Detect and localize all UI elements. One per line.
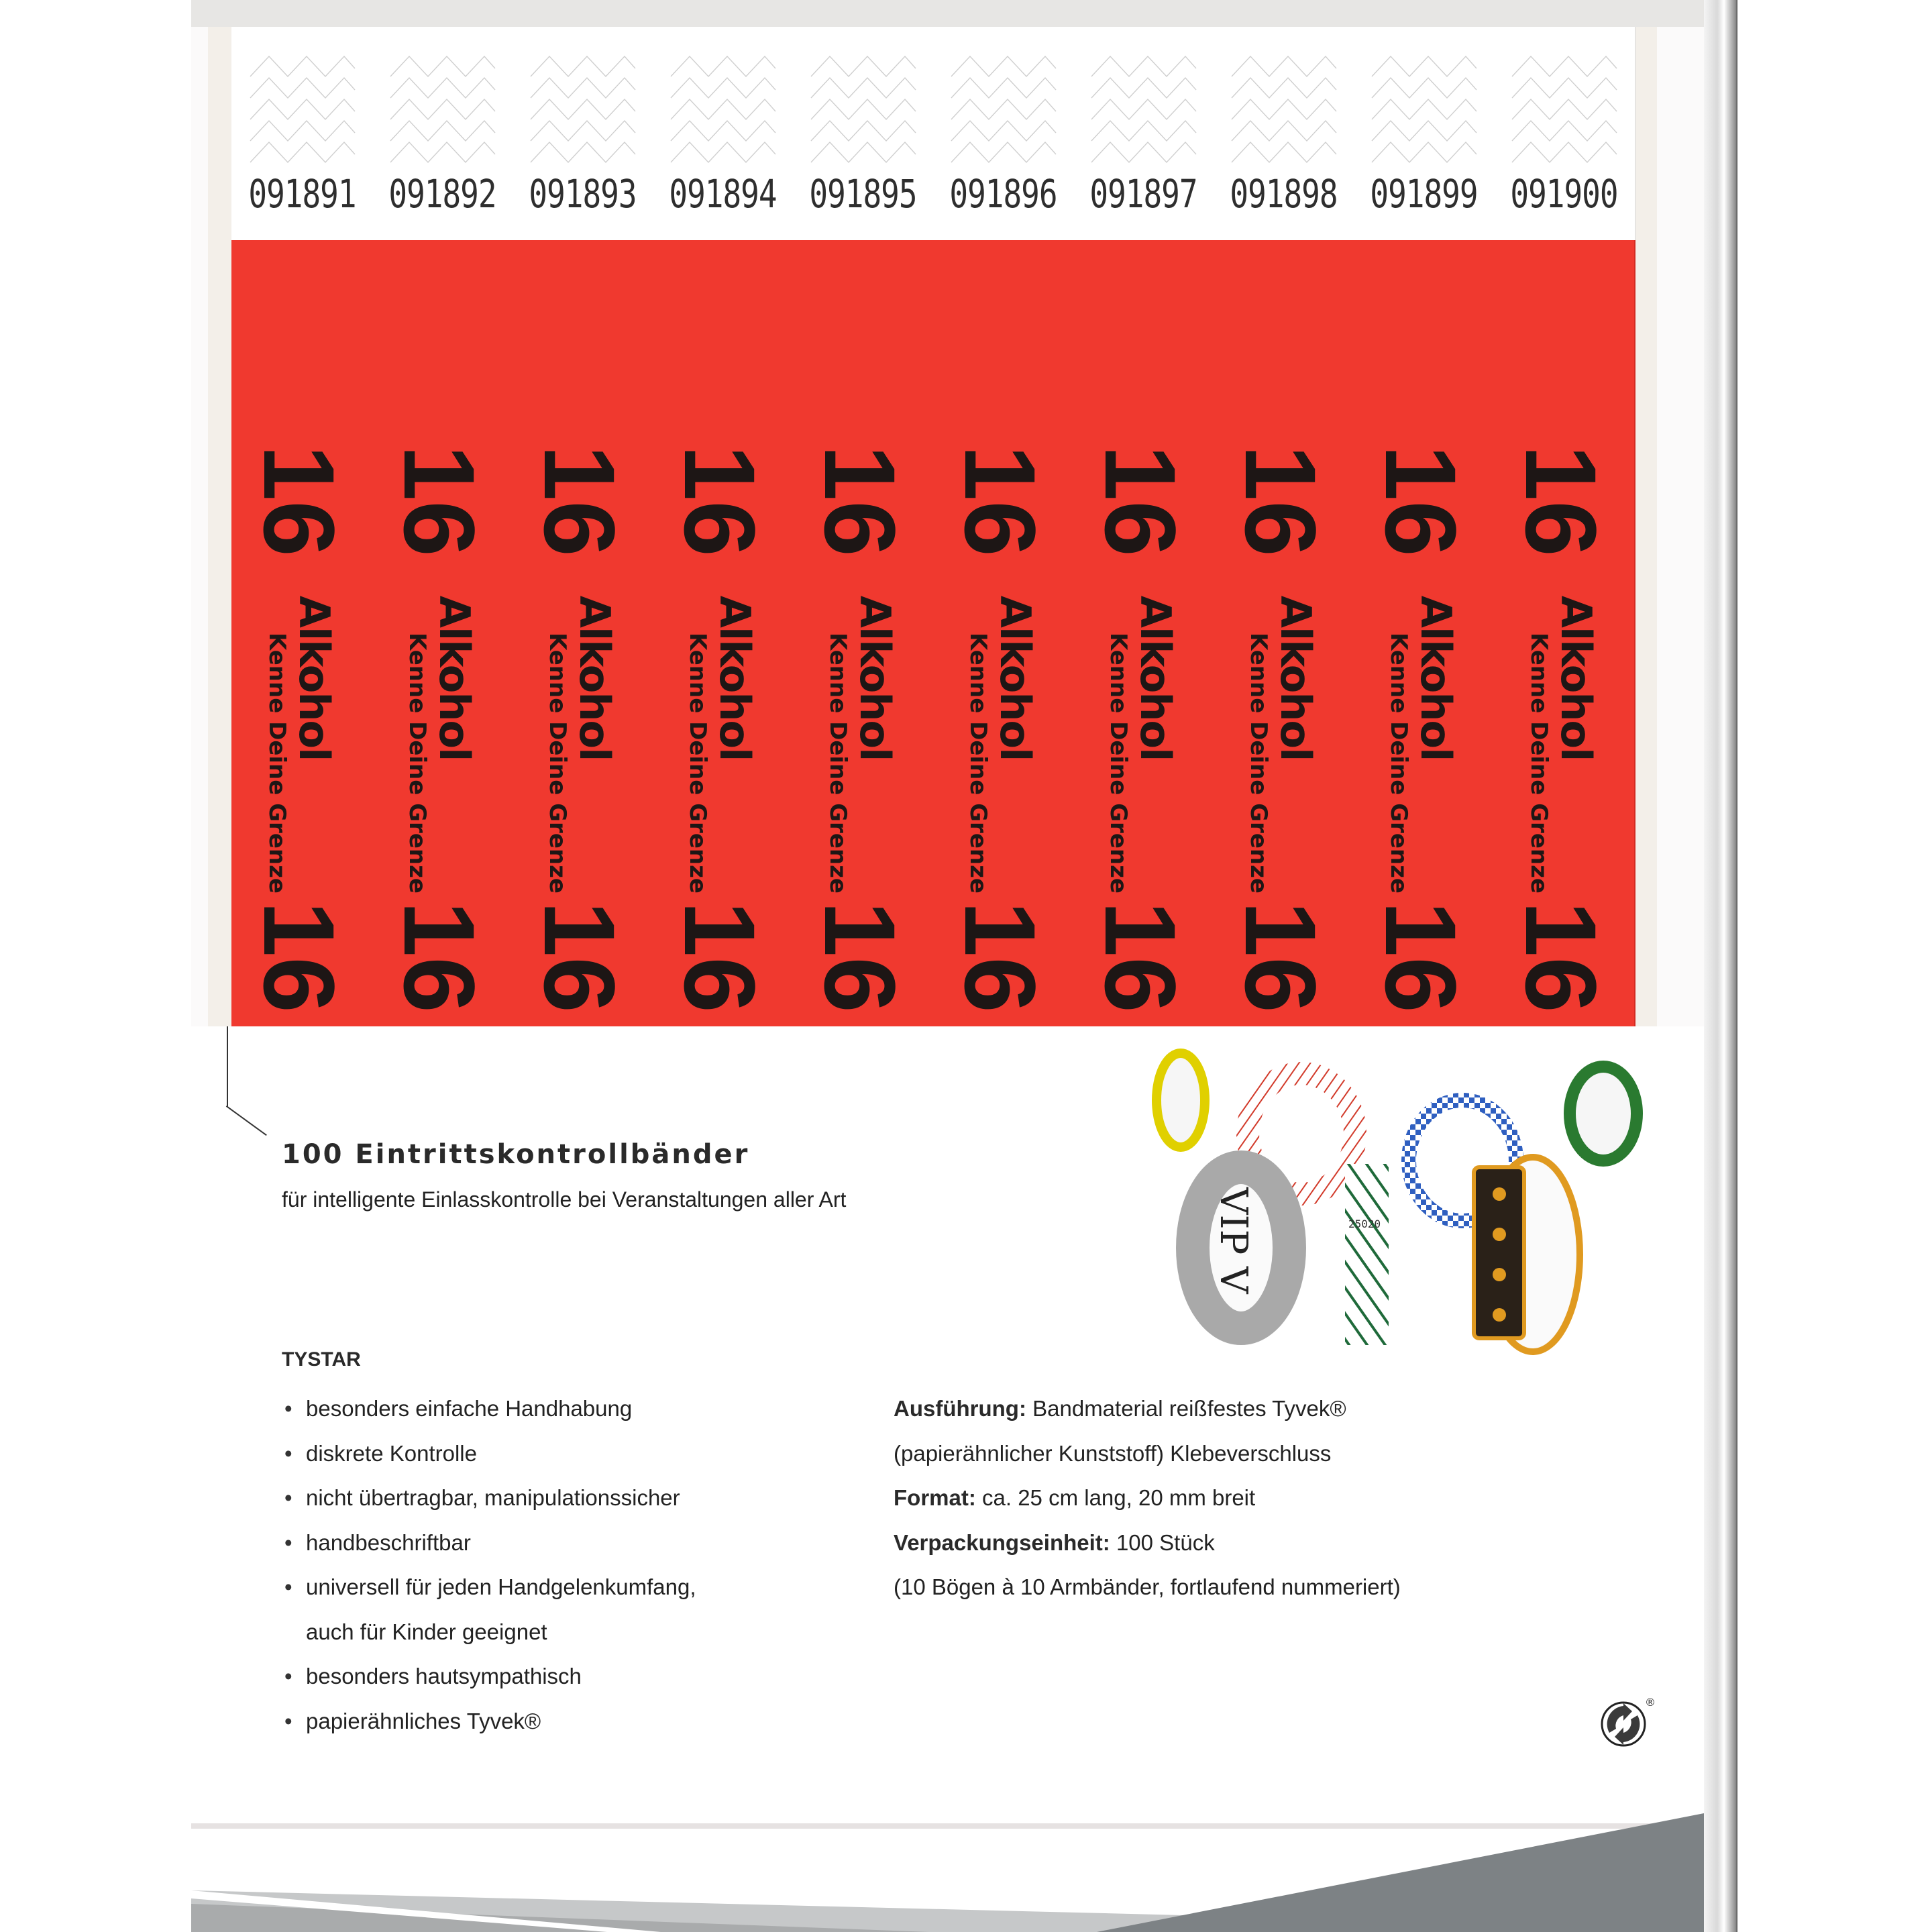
alcohol-label: Alkohol	[851, 596, 900, 761]
spec-list	[894, 1387, 1401, 1610]
product-title: 100 Eintrittskontrollbänder	[282, 1139, 750, 1170]
wristband	[231, 27, 374, 1026]
wristband-body	[652, 240, 794, 1026]
security-pattern-icon	[246, 50, 359, 168]
security-pattern-icon	[386, 50, 499, 168]
security-pattern-icon	[947, 50, 1060, 168]
feature-item: • besonders einfache Handhabung	[282, 1387, 696, 1432]
feature-list	[282, 1387, 696, 1788]
leader-line	[227, 1026, 228, 1107]
spec-execution-cont: (papierähnlicher Kunststoff) Klebeverschluss	[894, 1440, 1332, 1466]
wristband-tab	[231, 27, 374, 240]
feature-item: • handbeschriftbar	[282, 1521, 696, 1566]
age-label-top: 16	[804, 445, 916, 557]
serial-number: 091894	[669, 171, 777, 217]
wristband-tab	[1213, 27, 1355, 240]
security-pattern-icon	[807, 50, 920, 168]
feature-item: • diskrete Kontrolle	[282, 1432, 696, 1477]
serial-number: 091899	[1370, 171, 1478, 217]
age-label-top: 16	[1505, 445, 1617, 557]
wristband-tab	[1353, 27, 1495, 240]
feature-item: • universell für jeden Handgelenkumfang,	[282, 1565, 696, 1610]
security-pattern-icon	[1228, 50, 1340, 168]
wristband	[1493, 27, 1635, 1026]
age-label-bottom: 16	[1224, 901, 1337, 1013]
wristband-tab	[512, 27, 654, 240]
slogan-label: Kenne Deine Grenze	[824, 633, 851, 894]
alcohol-label: Alkohol	[1271, 596, 1320, 761]
slogan-label: Kenne Deine Grenze	[1245, 633, 1272, 894]
wristband-body	[932, 240, 1075, 1026]
security-pattern-icon	[1087, 50, 1200, 168]
wristband-tab	[652, 27, 794, 240]
age-label-top: 16	[1364, 445, 1477, 557]
alcohol-label: Alkohol	[570, 596, 619, 761]
svg-text:VIP V: VIP V	[1212, 1187, 1255, 1294]
package-bottom-graphic	[191, 1750, 1704, 1932]
wristband	[792, 27, 934, 1026]
age-label-bottom: 16	[1084, 901, 1197, 1013]
spec-unit-cont: (10 Bögen à 10 Armbänder, fortlaufend nummeriert)	[894, 1574, 1401, 1599]
age-label-bottom: 16	[523, 901, 636, 1013]
series-heading: TYSTAR	[282, 1348, 361, 1371]
bullet-icon: •	[284, 1664, 292, 1688]
wristband	[1213, 27, 1355, 1026]
wristband-tab	[1493, 27, 1635, 240]
wristband	[1073, 27, 1215, 1026]
age-label-bottom: 16	[1364, 901, 1477, 1013]
serial-number: 091896	[949, 171, 1057, 217]
package-edge	[1704, 0, 1737, 1932]
alcohol-label: Alkohol	[1131, 596, 1180, 761]
age-label-top: 16	[383, 445, 496, 557]
wristband	[652, 27, 794, 1026]
wristband	[1353, 27, 1495, 1026]
registered-mark: ®	[1645, 1696, 1656, 1709]
bullet-icon: •	[284, 1708, 292, 1733]
alcohol-label: Alkohol	[710, 596, 759, 761]
serial-number: 091897	[1089, 171, 1197, 217]
serial-number: 091898	[1230, 171, 1338, 217]
wristband-sheet	[231, 27, 1633, 1026]
product-subtitle: für intelligente Einlasskontrolle bei Veranstaltungen aller Art	[282, 1187, 847, 1212]
age-label-bottom: 16	[1505, 901, 1617, 1013]
age-label-top: 16	[944, 445, 1057, 557]
wristband-body	[1493, 240, 1635, 1026]
age-label-bottom: 16	[663, 901, 776, 1013]
bullet-icon: •	[284, 1440, 292, 1466]
age-label-bottom: 16	[804, 901, 916, 1013]
bullet-icon: •	[284, 1529, 292, 1555]
serial-number: 091892	[388, 171, 496, 217]
alcohol-label: Alkohol	[1552, 596, 1601, 761]
wristband-body	[1073, 240, 1215, 1026]
spec-execution: Ausführung: Bandmaterial reißfestes Tyvek®	[894, 1396, 1346, 1421]
feature-item-continued: auch für Kinder geeignet	[306, 1619, 547, 1644]
security-pattern-icon	[527, 50, 639, 168]
slogan-label: Kenne Deine Grenze	[404, 633, 431, 894]
wristband	[932, 27, 1075, 1026]
bullet-icon: •	[284, 1485, 292, 1510]
security-pattern-icon	[1508, 50, 1621, 168]
age-label-top: 16	[523, 445, 636, 557]
slogan-label: Kenne Deine Grenze	[264, 633, 290, 894]
slogan-label: Kenne Deine Grenze	[684, 633, 711, 894]
age-label-top: 16	[1224, 445, 1337, 557]
package-top-seal	[191, 0, 1737, 27]
wristband-tab	[372, 27, 514, 240]
wristband-body	[512, 240, 654, 1026]
slogan-label: Kenne Deine Grenze	[1105, 633, 1132, 894]
age-label-bottom: 16	[383, 901, 496, 1013]
serial-number: 091900	[1510, 171, 1618, 217]
security-pattern-icon	[1368, 50, 1481, 168]
wristband-tab	[932, 27, 1075, 240]
wristband	[372, 27, 514, 1026]
wristband-tab	[1073, 27, 1215, 240]
serial-number: 091891	[248, 171, 356, 217]
serial-number: 091895	[809, 171, 917, 217]
bullet-icon: •	[284, 1574, 292, 1599]
age-label-bottom: 16	[944, 901, 1057, 1013]
wristband-body	[792, 240, 934, 1026]
wristband	[512, 27, 654, 1026]
slogan-label: Kenne Deine Grenze	[544, 633, 571, 894]
slogan-label: Kenne Deine Grenze	[965, 633, 991, 894]
green-dot-recycling-icon	[1600, 1701, 1647, 1748]
age-label-top: 16	[1084, 445, 1197, 557]
alcohol-label: Alkohol	[991, 596, 1040, 761]
wristband-body	[1213, 240, 1355, 1026]
slogan-label: Kenne Deine Grenze	[1525, 633, 1552, 894]
svg-text:25020: 25020	[1348, 1218, 1381, 1230]
wristband-body	[231, 240, 374, 1026]
feature-item: • papierähnliches Tyvek®	[282, 1699, 696, 1744]
wristband-tab	[792, 27, 934, 240]
spec-format: Format: ca. 25 cm lang, 20 mm breit	[894, 1485, 1256, 1510]
slogan-label: Kenne Deine Grenze	[1385, 633, 1412, 894]
alcohol-label: Alkohol	[290, 596, 339, 761]
feature-item: • besonders hautsympathisch	[282, 1654, 696, 1699]
alcohol-label: Alkohol	[430, 596, 479, 761]
wristband-samples-photo	[1147, 1033, 1670, 1368]
bullet-icon: •	[284, 1396, 292, 1421]
wristband-body	[1353, 240, 1495, 1026]
age-label-top: 16	[243, 445, 356, 557]
feature-item: • nicht übertragbar, manipulationssicher	[282, 1476, 696, 1521]
wristband-body	[372, 240, 514, 1026]
age-label-bottom: 16	[243, 901, 356, 1013]
security-pattern-icon	[667, 50, 780, 168]
age-label-top: 16	[663, 445, 776, 557]
serial-number: 091893	[529, 171, 637, 217]
alcohol-label: Alkohol	[1411, 596, 1460, 761]
spec-unit: Verpackungseinheit: 100 Stück	[894, 1529, 1215, 1555]
